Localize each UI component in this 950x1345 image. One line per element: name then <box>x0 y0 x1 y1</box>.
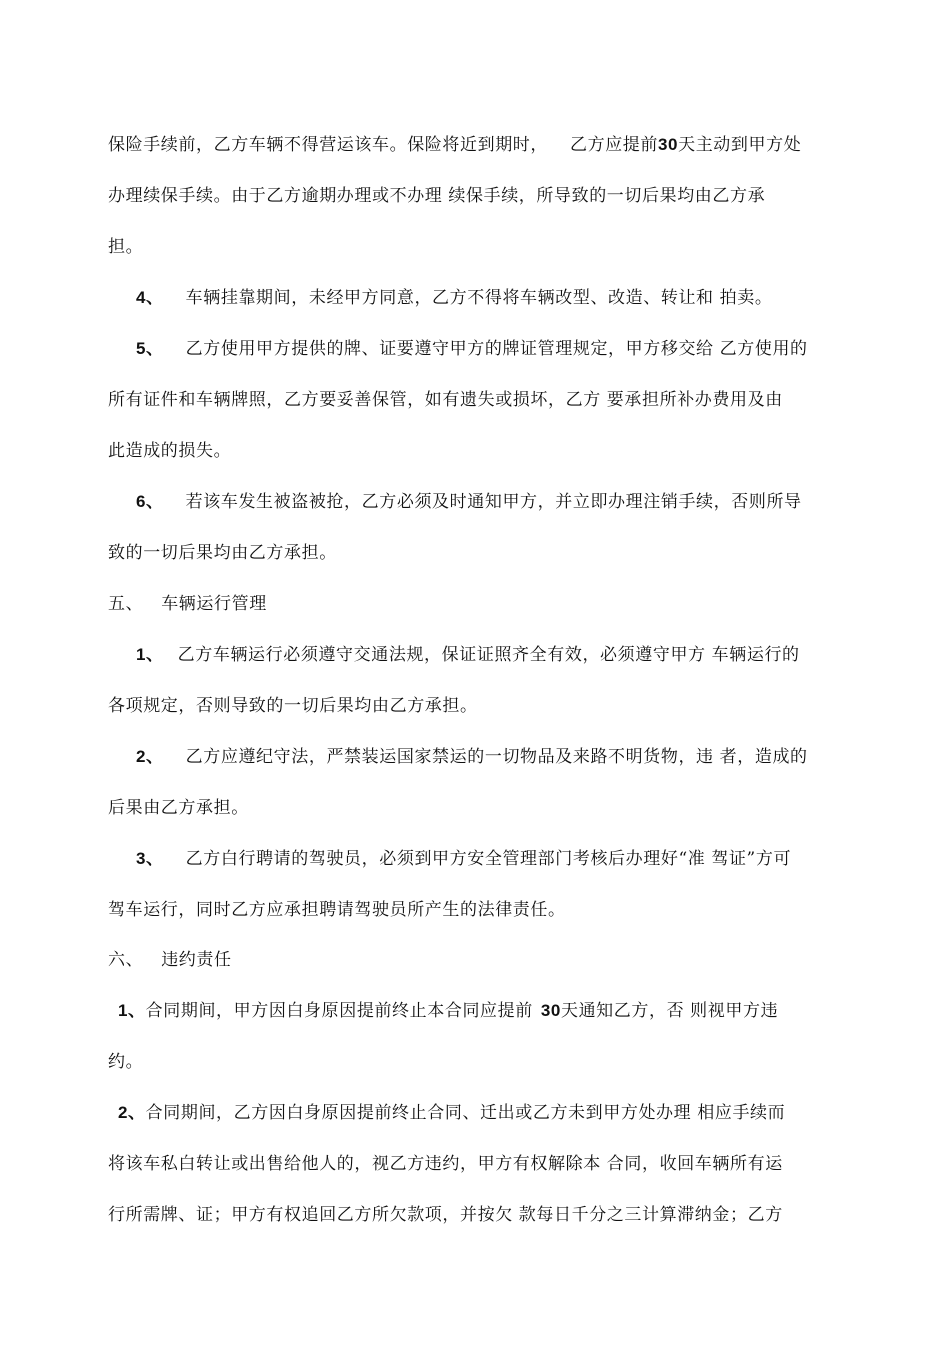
item-number: 2、 <box>118 1103 146 1122</box>
item-number: 4、 <box>136 288 164 307</box>
item-text: 天通知乙方，否 则视甲方违 <box>560 1001 779 1021</box>
text-segment: 天主动到甲方处 <box>678 135 802 155</box>
text-line: 行所需牌、证；甲方有权追回乙方所欠款项，并按欠 款每日千分之三计算滞纳金；乙方 <box>108 1205 783 1225</box>
section-number: 五、 <box>108 594 144 614</box>
text-line: 将该车私白转让或出售给他人的，视乙方违约，甲方有权解除本 合同，收回车辆所有运 <box>108 1154 783 1174</box>
list-item <box>136 847 791 871</box>
number: 30 <box>540 1001 561 1020</box>
text-line: 约。 <box>108 1052 144 1072</box>
list-item <box>136 643 800 667</box>
item-text: 车辆挂靠期间，未经甲方同意，乙方不得将车辆改型、改造、转让和 拍卖。 <box>185 288 773 308</box>
item-number: 1、 <box>118 1001 146 1020</box>
item-number: 2、 <box>136 747 164 766</box>
text-line: 驾车运行，同时乙方应承担聘请驾驶员所产生的法律责任。 <box>108 900 566 920</box>
item-number: 5、 <box>136 339 164 358</box>
section-heading <box>108 948 232 972</box>
item-text: 乙方车辆运行必须遵守交通法规，保证证照齐全有效，必须遵守甲方 车辆运行的 <box>177 645 800 665</box>
text-segment: 保险手续前，乙方车辆不得营运该车。保险将近到期时， <box>108 135 548 155</box>
text-line: 各项规定，否则导致的一切后果均由乙方承担。 <box>108 696 478 716</box>
item-text: 合同期间，甲方因白身原因提前终止本合同应提前 <box>145 1001 533 1021</box>
text-line: 办理续保手续。由于乙方逾期办理或不办理 续保手续，所导致的一切后果均由乙方承 <box>108 186 766 206</box>
list-item <box>136 337 808 361</box>
list-item <box>136 286 772 310</box>
text-line: 后果由乙方承担。 <box>108 798 249 818</box>
section-title: 违约责任 <box>161 950 232 970</box>
item-text: 乙方应遵纪守法，严禁装运国家禁运的一切物品及来路不明货物，违 者，造成的 <box>185 747 808 767</box>
section-number: 六、 <box>108 950 144 970</box>
list-item <box>136 745 808 769</box>
text-line: 所有证件和车辆牌照，乙方要妥善保管，如有遗失或损坏，乙方 要承担所补办费用及由 <box>108 390 783 410</box>
list-item <box>118 999 778 1023</box>
item-number: 6、 <box>136 492 164 511</box>
section-title: 车辆运行管理 <box>161 594 267 614</box>
item-text: 乙方白行聘请的驾驶员，必须到甲方安全管理部门考核后办理好“准 驾证”方可 <box>185 849 792 869</box>
text-line: 致的一切后果均由乙方承担。 <box>108 543 337 563</box>
item-text: 乙方使用甲方提供的牌、证要遵守甲方的牌证管理规定，甲方移交给 乙方使用的 <box>185 339 808 359</box>
item-text: 若该车发生被盗被抢，乙方必须及时通知甲方，并立即办理注销手续，否则所导 <box>185 492 802 512</box>
number: 30 <box>658 135 679 154</box>
text-line: 此造成的损失。 <box>108 441 232 461</box>
list-item <box>118 1101 785 1125</box>
text-segment: 乙方应提前 <box>570 135 658 155</box>
list-item <box>136 490 802 514</box>
text-line <box>108 133 801 157</box>
text-line: 担。 <box>108 237 144 257</box>
item-number: 1、 <box>136 645 164 664</box>
item-number: 3、 <box>136 849 164 868</box>
section-heading <box>108 592 267 616</box>
item-text: 合同期间，乙方因白身原因提前终止合同、迁出或乙方未到甲方处办理 相应手续而 <box>145 1103 786 1123</box>
